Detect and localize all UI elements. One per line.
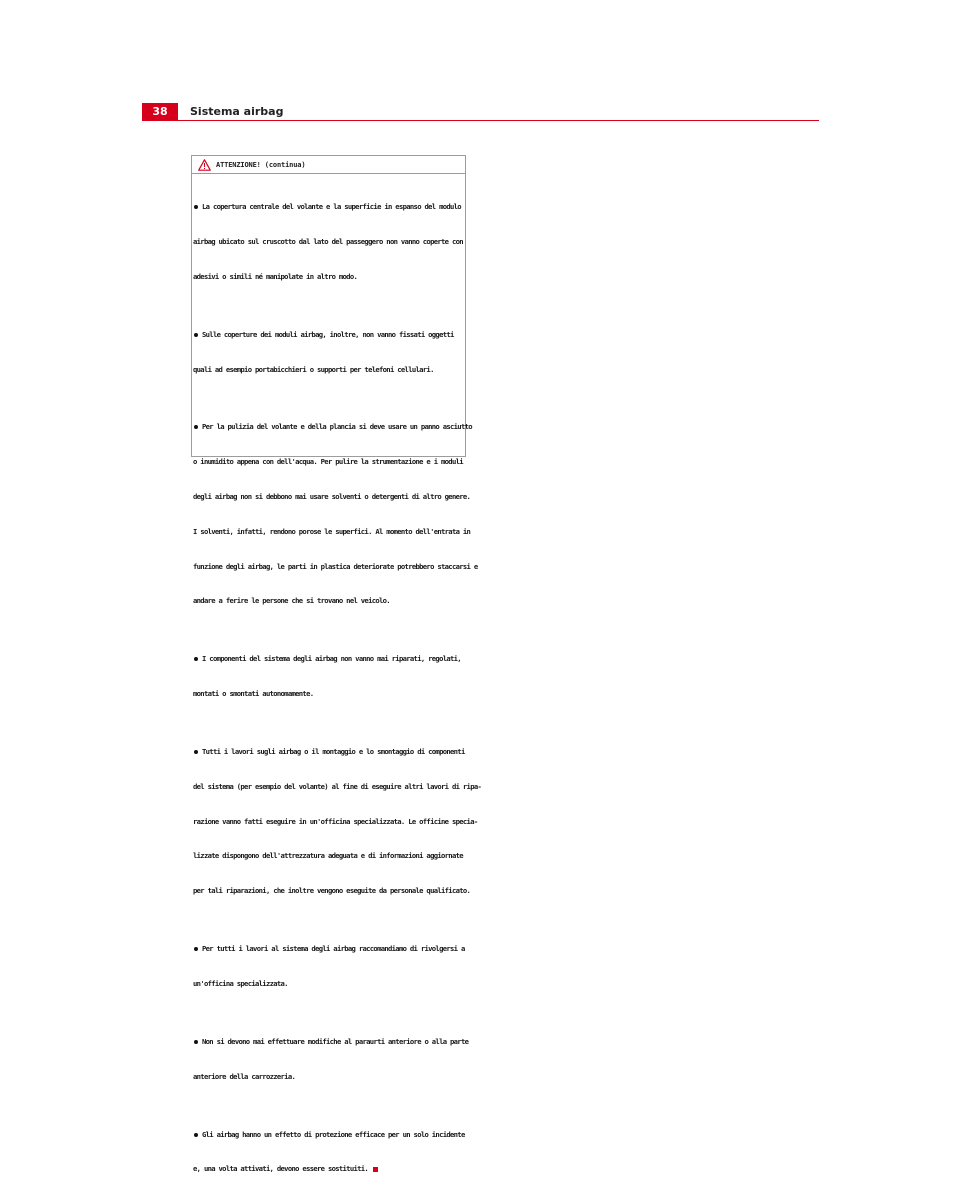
warning-item: Gli airbag hanno un effetto di protezione efficace per un solo incidente e, una volta attivati, devono essere sostituiti.: [193, 1106, 465, 1198]
warning-item: Non si devono mai effettuare modifiche al paraurti anteriore o alla parte anteriore della carrozzeria.: [193, 1013, 465, 1106]
bullet-icon: [194, 333, 198, 337]
section-title: Sistema airbag: [190, 103, 283, 121]
page-number: 38: [142, 103, 178, 121]
bullet-icon: [194, 947, 198, 951]
warning-item: Sulle coperture dei moduli airbag, inoltre, non vanno fissati oggetti quali ad esempio portabicchieri o supporti per telefoni cellulari.: [193, 306, 465, 399]
end-of-section-icon: [373, 1167, 378, 1172]
warning-item: Tutti i lavori sugli airbag o il montaggio e lo smontaggio di componenti del sistema (per esempio del volante) al fine di eseguire altri lavori di ripa- razione vanno fatti eseguire in un'officina specializzata. Le officine specia- lizzate dispongono dell'attrezzatura adeguata e di informazioni aggiornate per tali riparazioni, che inoltre vengono eseguite da personale qualificato.: [193, 723, 465, 920]
warning-body: [192, 174, 465, 1198]
warning-header: [192, 156, 465, 174]
warning-item: La copertura centrale del volante e la superficie in espanso del modulo airbag ubicato sul cruscotto dal lato del passeggero non vanno coperte con adesivi o simili né manipolate in altro modo.: [193, 178, 465, 306]
warning-triangle-icon: [198, 159, 211, 171]
bullet-icon: [194, 1040, 198, 1044]
warning-box: [191, 155, 466, 457]
warning-item: Per la pulizia del volante e della plancia si deve usare un panno asciutto o inumidito appena con dell'acqua. Per pulire la strumentazione e i moduli degli airbag non si debbono mai usare solventi o detergenti di altro genere. I solventi, infatti, rendono porose le superfici. Al momento dell'entrata in funzione degli airbag, le parti in plastica deteriorate potrebbero staccarsi e andare a ferire le persone che si trovano nel veicolo.: [193, 398, 465, 630]
bullet-icon: [194, 1133, 198, 1137]
header-divider: [142, 120, 819, 121]
bullet-icon: [194, 657, 198, 661]
bullet-icon: [194, 750, 198, 754]
warning-item: I componenti del sistema degli airbag non vanno mai riparati, regolati, montati o smontati autonomamente.: [193, 630, 465, 723]
bullet-icon: [194, 205, 198, 209]
warning-title: ATTENZIONE! (continua): [216, 161, 305, 169]
warning-item: Per tutti i lavori al sistema degli airbag raccomandiamo di rivolgersi a un'officina specializzata.: [193, 920, 465, 1013]
bullet-icon: [194, 425, 198, 429]
